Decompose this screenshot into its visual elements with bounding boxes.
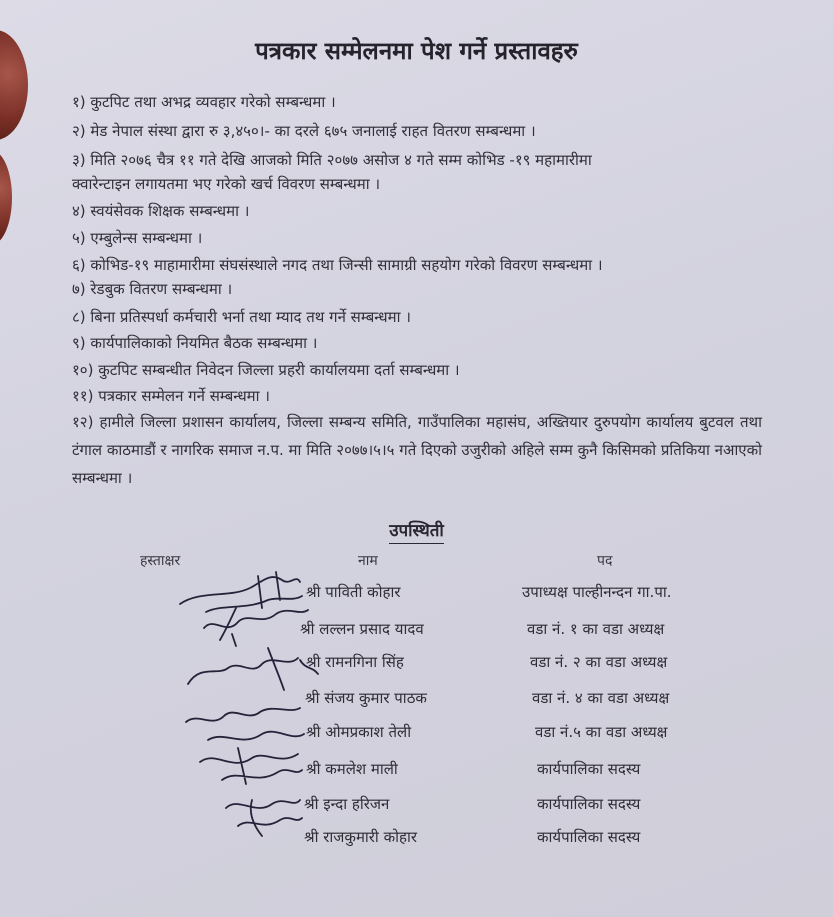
column-header-post: पद bbox=[597, 553, 613, 569]
proposal-item-8: ८) बिना प्रतिस्पर्धा कर्मचारी भर्ना तथा म्याद तथ गर्ने सम्बन्धमा । bbox=[72, 308, 411, 326]
attendee-name: श्री पाविती कोहार bbox=[306, 583, 401, 601]
column-header-signature: हस्ताक्षर bbox=[140, 553, 181, 569]
document-title: पत्रकार सम्मेलनमा पेश गर्ने प्रस्तावहरु bbox=[255, 37, 578, 65]
attendee-name: श्री राजकुमारी कोहार bbox=[304, 828, 417, 846]
signature-6 bbox=[226, 800, 302, 836]
attendee-post: वडा नं. ४ का वडा अध्यक्ष bbox=[532, 689, 670, 707]
attendee-post: वडा नं. १ का वडा अध्यक्ष bbox=[527, 620, 665, 638]
attendee-post: वडा नं. २ का वडा अध्यक्ष bbox=[530, 653, 668, 671]
attendance-heading-text: उपस्थिती bbox=[389, 521, 444, 544]
proposal-item-12: १२) हामीले जिल्ला प्रशासन कार्यालय, जिल्ला सम्बन्य समिति, गाउँपालिका महासंघ, अख्तियार दुरुपयोग कार्यालय बुटवल तथा टंगाल काठमाडौं र नागरिक समाज न.प. मा मिति २०७७।५।५ गते दिएको उजुरीको अहिले सम्म कुनै किसिमको प्रतिकिया नआएको सम्बन्धमा । bbox=[72, 413, 762, 487]
attendee-post: कार्यपालिका सदस्य bbox=[537, 760, 641, 778]
proposal-item-3: ३) मिति २०७६ चैत्र ११ गते देखि आजको मिति २०७७ असोज ४ गते सम्म कोभिड -१९ महामारीमा bbox=[72, 151, 592, 169]
proposal-item-11: ११) पत्रकार सम्मेलन गर्ने सम्बन्धमा । bbox=[72, 387, 270, 405]
proposal-item-2: २) मेड नेपाल संस्था द्वारा रु ३,४५०।- का दरले ६७५ जनालाई राहत वितरण सम्बन्धमा । bbox=[72, 122, 536, 140]
proposal-item-6: ६) कोभिड-१९ माहामारीमा संघसंस्थाले नगद तथा जिन्सी सामाग्री सहयोग गरेको विवरण सम्बन्धमा । bbox=[72, 256, 603, 274]
proposal-item-4: ४) स्वयंसेवक शिक्षक सम्बन्धमा । bbox=[72, 202, 250, 220]
proposal-item-1: १) कुटपिट तथा अभद्र व्यवहार गरेको सम्बन्धमा । bbox=[72, 93, 336, 111]
attendee-name: श्री कमलेश माली bbox=[306, 760, 398, 778]
signature-4 bbox=[186, 708, 304, 740]
proposal-item-7: ७) रेडबुक वितरण सम्बन्धमा । bbox=[72, 280, 233, 298]
attendee-name: श्री ओमप्रकाश तेली bbox=[306, 723, 412, 741]
proposal-item-5: ५) एम्बुलेन्स सम्बन्धमा । bbox=[72, 229, 203, 247]
signature-1 bbox=[180, 572, 302, 612]
attendee-post: वडा नं.५ का वडा अध्यक्ष bbox=[535, 723, 668, 741]
signature-2 bbox=[204, 608, 308, 646]
column-header-name: नाम bbox=[358, 553, 378, 569]
signature-3 bbox=[188, 648, 318, 690]
proposal-item-10: १०) कुटपिट सम्बन्धीत निवेदन जिल्ला प्रहरी कार्यालयमा दर्ता सम्बन्धमा । bbox=[72, 361, 460, 379]
attendee-name: श्री लल्लन प्रसाद यादव bbox=[300, 620, 424, 638]
attendee-name: श्री रामनगिना सिंह bbox=[306, 653, 404, 671]
attendee-name: श्री इन्दा हरिजन bbox=[304, 795, 390, 813]
attendee-post: कार्यपालिका सदस्य bbox=[537, 795, 641, 813]
attendee-post: कार्यपालिका सदस्य bbox=[537, 828, 641, 846]
proposal-item-3-cont: क्वारेन्टाइन लगायतमा भए गरेको खर्च विवरण सम्बन्धमा । bbox=[72, 175, 381, 193]
attendee-post: उपाध्यक्ष पाल्हीनन्दन गा.पा. bbox=[522, 583, 672, 601]
proposal-item-9: ९) कार्यपालिकाको नियमित बैठक सम्बन्धमा । bbox=[72, 334, 318, 352]
attendee-name: श्री संजय कुमार पाठक bbox=[305, 689, 427, 707]
signature-5 bbox=[200, 748, 302, 784]
